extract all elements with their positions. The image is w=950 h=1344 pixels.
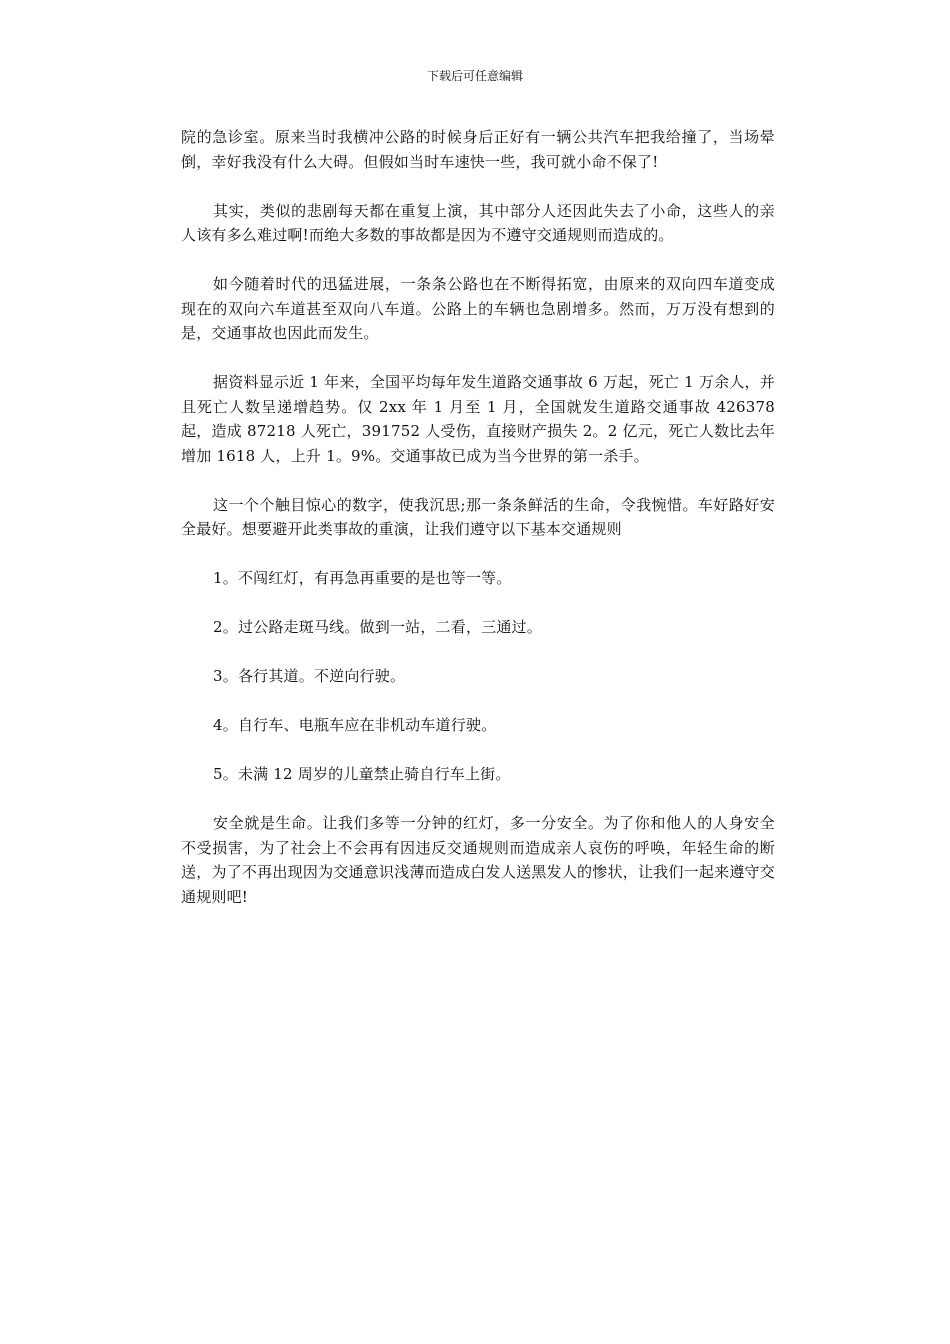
document-body [181,125,775,909]
paragraph-conclusion: 安全就是生命。让我们多等一分钟的红灯，多一分安全。为了你和他人的人身安全不受损害，为了社会上不会再有因违反交通规则而造成亲人哀伤的呼唤，年轻生命的断送，为了不再出现因为交通意识浅薄而造成白发人送黑发人的惨状，让我们一起来遵守交通规则吧! [181,814,775,906]
paragraph-statistics: 据资料显示近 1 年来，全国平均每年发生道路交通事故 6 万起，死亡 1 万余人，并且死亡人数呈递增趋势。仅 2xx 年 1 月至 1 月，全国就发生道路交通事故 426378 起，造成 87218 人死亡，391752 人受伤，直接财产损失 2。2 亿元，死亡人数比去年增加 1618 人，上升 1。9%。交通事故已成为当今世界的第一杀手。 [181,373,775,465]
paragraph-hospital: 院的急诊室。原来当时我横冲公路的时候身后正好有一辆公共汽车把我给撞了，当场晕倒，幸好我没有什么大碍。但假如当时车速快一些，我可就小命不保了! [181,128,775,171]
paragraph-tragedy: 其实，类似的悲剧每天都在重复上演，其中部分人还因此失去了小命，这些人的亲人该有多么难过啊!而绝大多数的事故都是因为不遵守交通规则而造成的。 [181,201,775,244]
rule-item-1: 1。不闯红灯，有再急再重要的是也等一等。 [213,569,512,587]
paragraph-reflection: 这一个个触目惊心的数字，使我沉思;那一条条鲜活的生命，令我惋惜。车好路好安全最好。想要避开此类事故的重演，让我们遵守以下基本交通规则 [181,495,775,538]
rule-item-2: 2。过公路走斑马线。做到一站，二看，三通过。 [213,618,542,636]
rule-item-5: 5。未满 12 周岁的儿童禁止骑自行车上街。 [213,765,511,783]
page-header: 下载后可任意编辑 [426,69,523,83]
rule-item-4: 4。自行车、电瓶车应在非机动车道行驶。 [213,716,497,734]
rule-item-3: 3。各行其道。不逆向行驶。 [213,667,406,685]
paragraph-roads: 如今随着时代的迅猛进展，一条条公路也在不断得拓宽，由原来的双向四车道变成现在的双向六车道甚至双向八车道。公路上的车辆也急剧增多。然而，万万没有想到的是，交通事故也因此而发生。 [181,275,775,342]
